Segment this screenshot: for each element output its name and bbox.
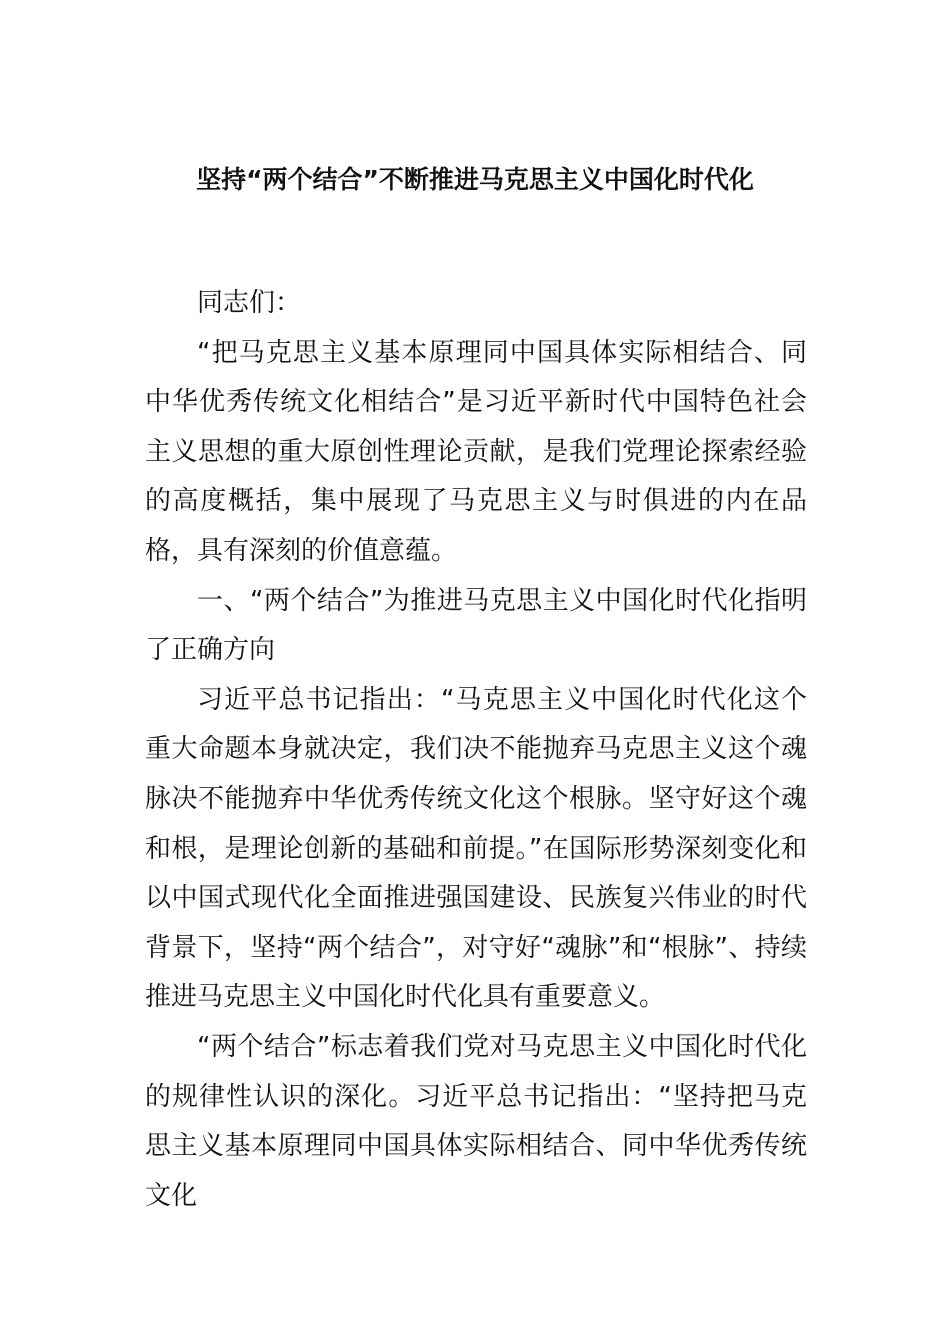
- section-heading-one: 一、“两个结合”为推进马克思主义中国化时代化指明了正确方向: [145, 585, 807, 666]
- document-body: [145, 279, 807, 1221]
- intro-paragraph: “把马克思主义基本原理同中国具体实际相结合、同中华优秀传统文化相结合”是习近平新时代中国特色社会主义思想的重大原创性理论贡献，是我们党理论探索经验的高度概括，集中展现了马克思主义与时俱进的内在品格，具有深刻的价值意蕴。: [145, 337, 807, 566]
- document-title: 坚持“两个结合”不断推进马克思主义中国化时代化: [196, 165, 754, 194]
- salutation-paragraph: 同志们：: [197, 288, 302, 318]
- body-paragraph: 习近平总书记指出：“马克思主义中国化时代化这个重大命题本身就决定，我们决不能抛弃马克思主义这个魂脉决不能抛弃中华优秀传统文化这个根脉。坚守好这个魂和根，是理论创新的基础和前提。”在国际形势深刻变化和以中国式现代化全面推进强国建设、民族复兴伟业的时代背景下，坚持“两个结合”，对守好“魂脉”和“根脉”、持续推进马克思主义中国化时代化具有重要意义。: [145, 684, 807, 1013]
- body-paragraph: “两个结合”标志着我们党对马克思主义中国化时代化的规律性认识的深化。习近平总书记指出：“坚持把马克思主义基本原理同中国具体实际相结合、同中华优秀传统文化: [145, 1031, 807, 1211]
